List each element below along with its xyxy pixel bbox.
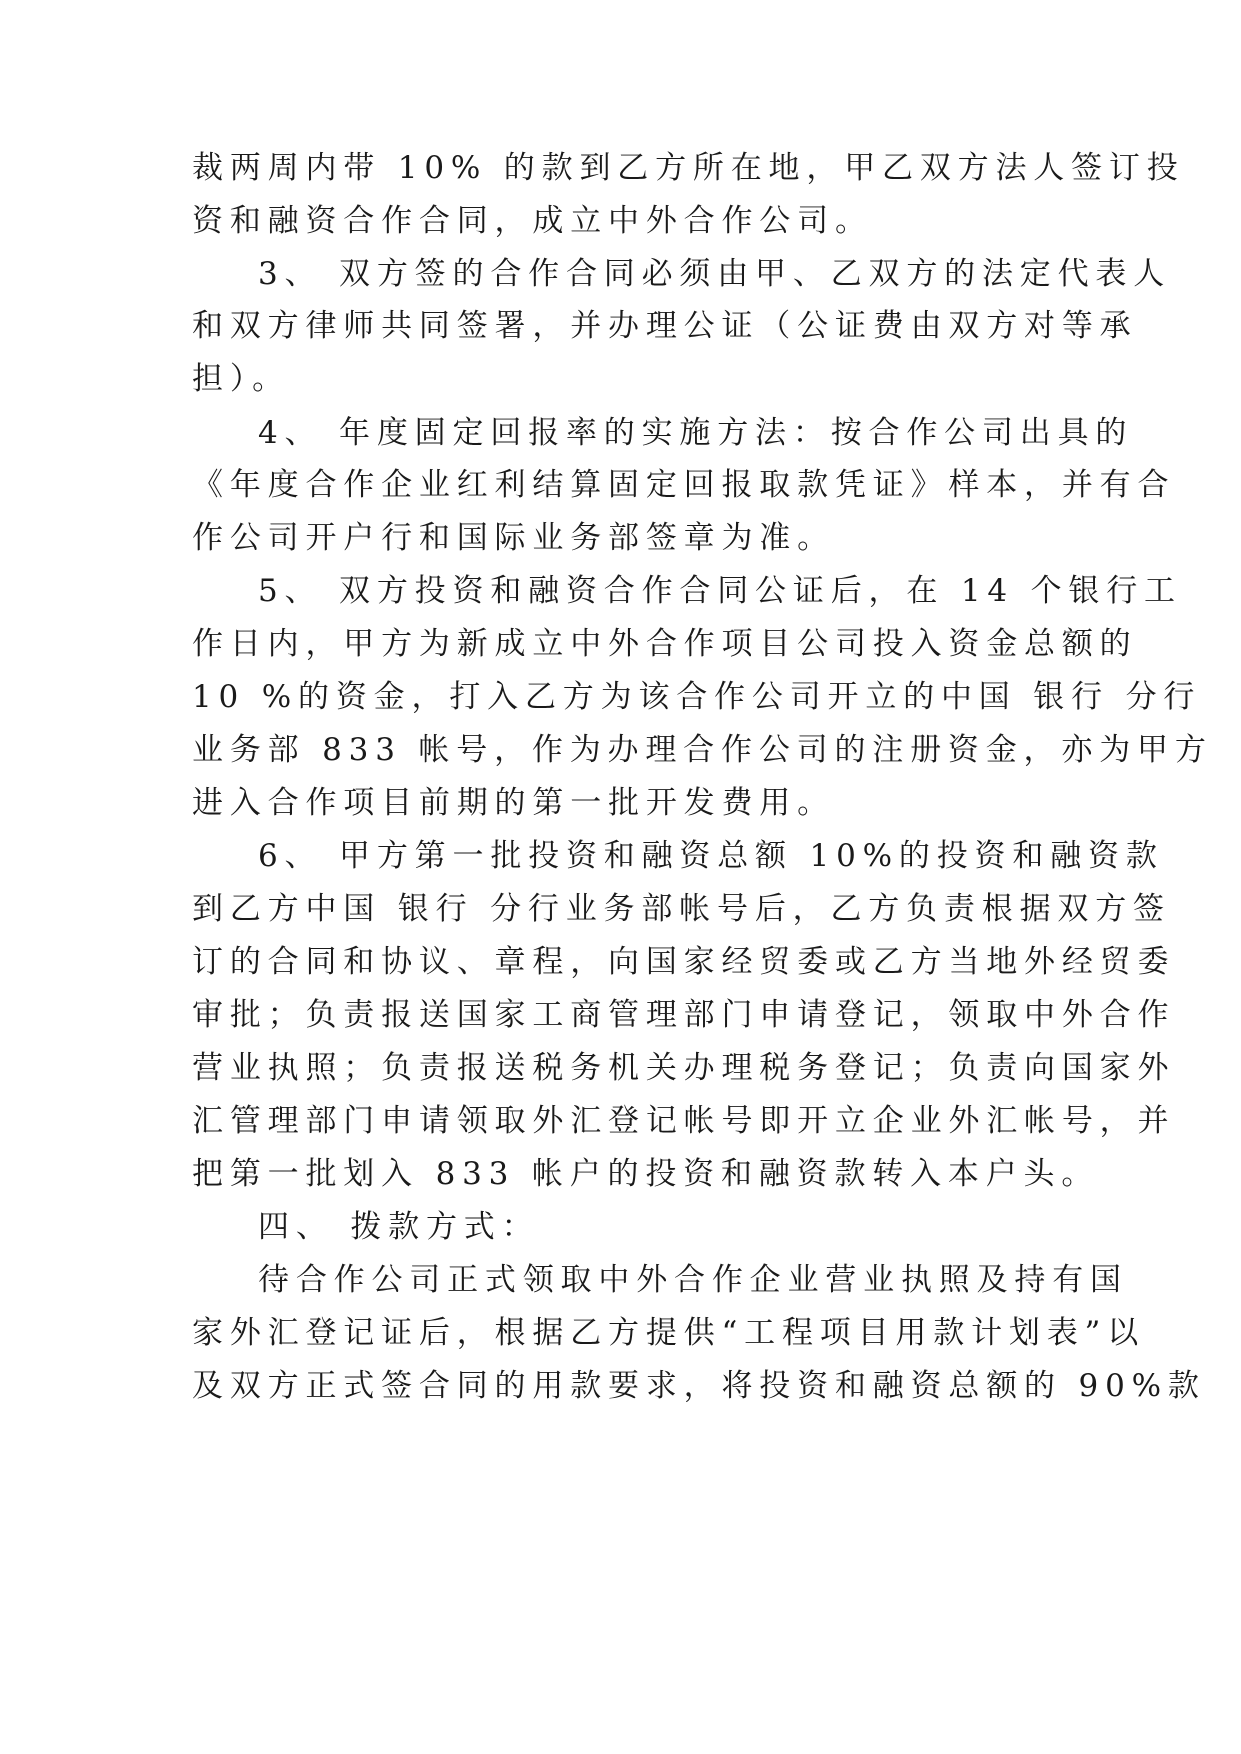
text-line: 4、 年度固定回报率的实施方法：按合作公司出具的 xyxy=(258,415,1134,451)
text-line: 作公司开户行和国际业务部签章为准。 xyxy=(192,520,835,556)
text-line: 10 %的资金，打入乙方为该合作公司开立的中国 银行 分行 xyxy=(192,679,1202,715)
text-line: 裁两周内带 10% 的款到乙方所在地，甲乙双方法人签订投 xyxy=(192,150,1185,186)
text-line: 5、 双方投资和融资合作合同公证后，在 14 个银行工 xyxy=(258,573,1182,609)
text-line: 到乙方中国 银行 分行业务部帐号后，乙方负责根据双方签 xyxy=(192,891,1171,927)
text-line: 及双方正式签合同的用款要求，将投资和融资总额的 90%款 xyxy=(192,1368,1206,1404)
text-line: 进入合作项目前期的第一批开发费用。 xyxy=(192,785,835,821)
text-line: 订的合同和协议、章程，向国家经贸委或乙方当地外经贸委 xyxy=(192,944,1176,980)
text-line: 把第一批划入 833 帐户的投资和融资款转入本户头。 xyxy=(192,1156,1100,1192)
text-line: 资和融资合作合同，成立中外合作公司。 xyxy=(192,203,873,239)
text-line: 四、 拨款方式： xyxy=(258,1209,540,1245)
text-line: 汇管理部门申请领取外汇登记帐号即开立企业外汇帐号，并 xyxy=(192,1103,1176,1139)
text-line: 待合作公司正式领取中外合作企业营业执照及持有国 xyxy=(258,1262,1128,1298)
text-line: 6、 甲方第一批投资和融资总额 10%的投资和融资款 xyxy=(258,838,1164,874)
text-line: 3、 双方签的合作合同必须由甲、乙双方的法定代表人 xyxy=(258,256,1172,292)
text-line: 《年度合作企业红利结算固定回报取款凭证》样本，并有合 xyxy=(192,467,1176,503)
text-line: 和双方律师共同签署，并办理公证（公证费由双方对等承 xyxy=(192,308,1138,344)
text-line: 营业执照；负责报送税务机关办理税务登记；负责向国家外 xyxy=(192,1050,1176,1086)
text-line: 业务部 833 帐号，作为办理合作公司的注册资金，亦为甲方 xyxy=(192,732,1213,768)
text-line: 作日内，甲方为新成立中外合作项目公司投入资金总额的 xyxy=(192,626,1138,662)
text-line: 家外汇登记证后，根据乙方提供“工程项目用款计划表”以 xyxy=(192,1315,1146,1351)
text-line: 担）。 xyxy=(192,361,290,397)
text-line: 审批；负责报送国家工商管理部门申请登记，领取中外合作 xyxy=(192,997,1176,1033)
